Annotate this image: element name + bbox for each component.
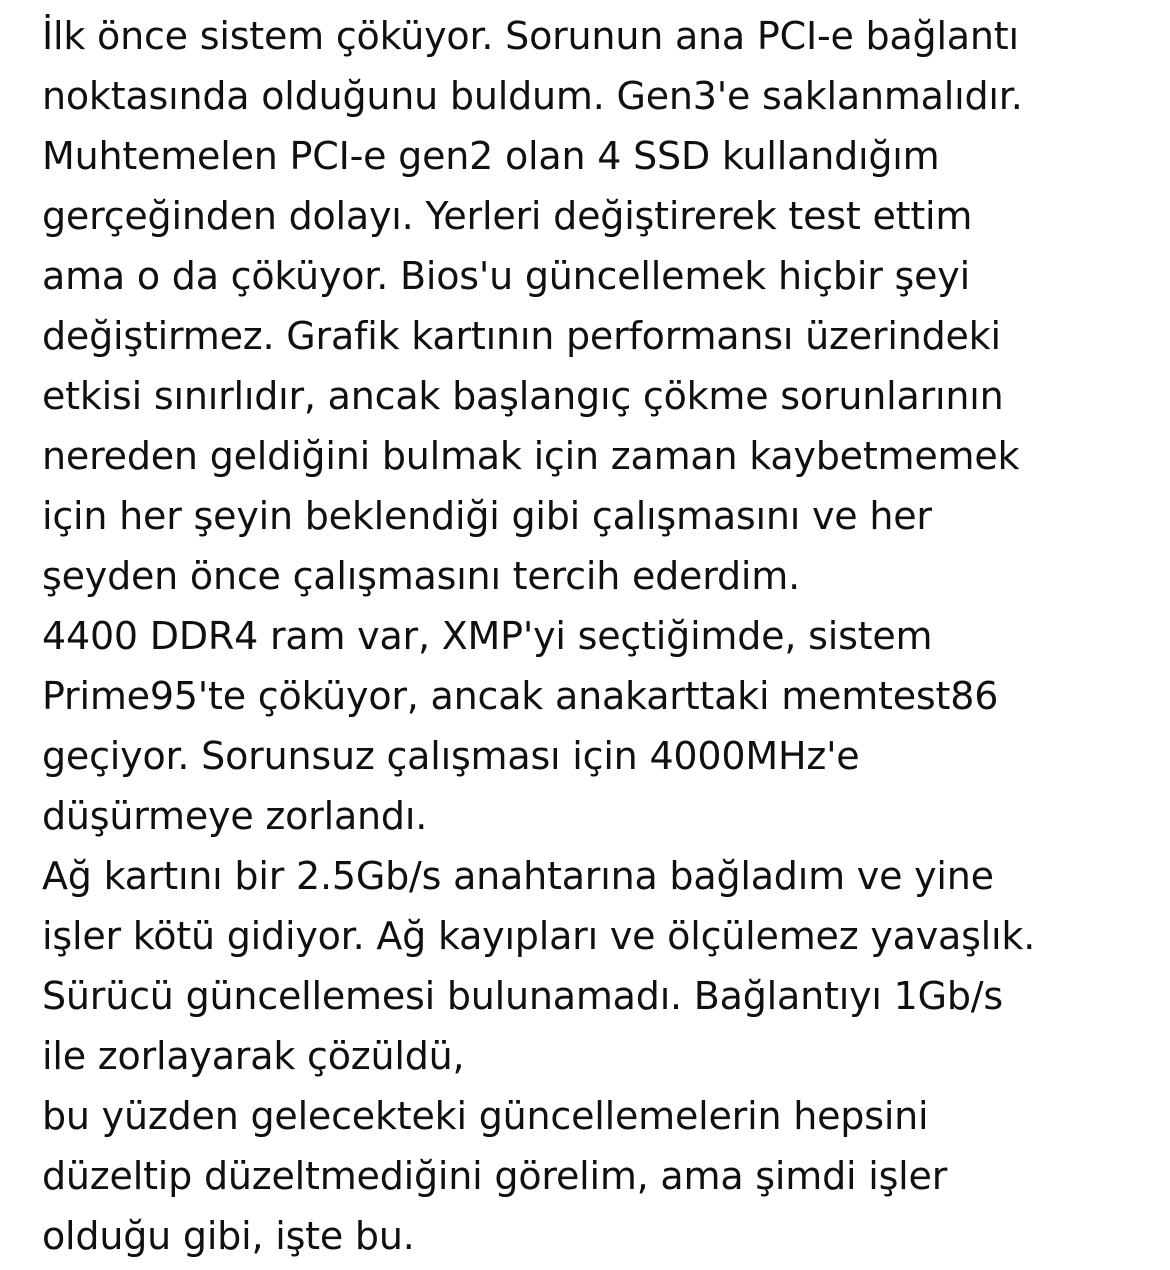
review-line: Ağ kartını bir 2.5Gb/s anahtarına bağladım ve yine	[42, 854, 994, 898]
review-line: düşürmeye zorlandı.	[42, 794, 428, 838]
review-line: etkisi sınırlıdır, ancak başlangıç çökme sorunlarının	[42, 374, 1004, 418]
review-line: şeyden önce çalışmasını tercih ederdim.	[42, 554, 800, 598]
review-line: Prime95'te çöküyor, ancak anakarttaki memtest86	[42, 674, 999, 718]
review-line: düzeltip düzeltmediğini görelim, ama şimdi işler	[42, 1154, 948, 1198]
review-line: için her şeyin beklendiği gibi çalışmasını ve her	[42, 494, 932, 538]
review-line: 4400 DDR4 ram var, XMP'yi seçtiğimde, sistem	[42, 614, 933, 658]
review-line: nereden geldiğini bulmak için zaman kaybetmemek	[42, 434, 1020, 478]
review-line: Sürücü güncellemesi bulunamadı. Bağlantıyı 1Gb/s	[42, 974, 1003, 1018]
review-line: gerçeğinden dolayı. Yerleri değiştirerek test ettim	[42, 194, 973, 238]
review-line: noktasında olduğunu buldum. Gen3'e saklanmalıdır.	[42, 74, 1023, 118]
review-line: değiştirmez. Grafik kartının performansı üzerindeki	[42, 314, 1001, 358]
review-line: Muhtemelen PCI-e gen2 olan 4 SSD kullandığım	[42, 134, 940, 178]
review-body	[42, 6, 1152, 1266]
review-line: bu yüzden gelecekteki güncellemelerin hepsini	[42, 1094, 929, 1138]
review-line: ama o da çöküyor. Bios'u güncellemek hiçbir şeyi	[42, 254, 970, 298]
review-line: ile zorlayarak çözüldü,	[42, 1034, 465, 1078]
review-line: olduğu gibi, işte bu.	[42, 1214, 415, 1258]
review-line: işler kötü gidiyor. Ağ kayıpları ve ölçülemez yavaşlık.	[42, 914, 1036, 958]
review-line: geçiyor. Sorunsuz çalışması için 4000MHz'e	[42, 734, 860, 778]
review-line: İlk önce sistem çöküyor. Sorunun ana PCI-e bağlantı	[42, 14, 1019, 58]
